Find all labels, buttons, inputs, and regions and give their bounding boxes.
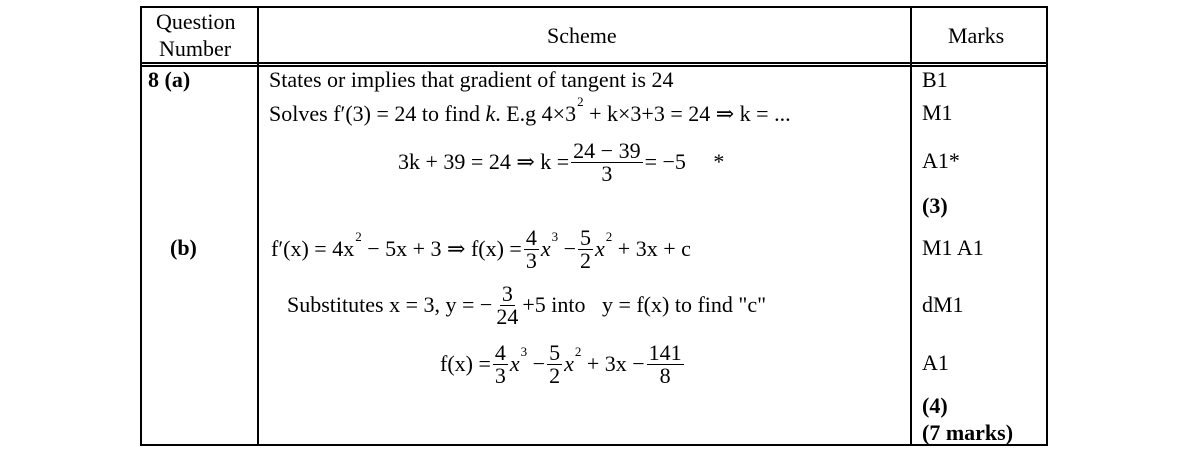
part-b-label: (b) (170, 235, 197, 260)
part-b-line1-frac2 (578, 224, 593, 273)
part-b-line3: f(x) = $\frac{4}{3}$ x 3 − $\frac{5}{2}$ x 2 + 3x − $\frac{141}{8}$ (440, 339, 682, 388)
part-b-line2-sub: x = 3, y = − (389, 292, 493, 317)
part-b-line3-frac3 (647, 339, 684, 388)
part-a-line3-den: 3 (601, 160, 613, 186)
part-b-line1-frac2-den: 2 (580, 247, 592, 273)
part-b-total: (4) (922, 393, 948, 418)
part-b-line3-num: 141 (648, 339, 682, 365)
part-a-mark1: B1 (922, 67, 948, 92)
part-a-line3-fraction (571, 137, 642, 186)
part-b-line3-frac1-den: 3 (494, 362, 506, 388)
part-b-mark3: A1 (922, 350, 949, 375)
part-a-line3-left: 3k + 39 = 24 ⇒ k = (398, 149, 570, 174)
table-border-col3 (910, 6, 912, 446)
part-b-line2-mid: +5 into (522, 292, 586, 317)
part-b-line3-frac1-num: 4 (494, 339, 506, 365)
part-a-line2-mid: to find (421, 101, 480, 126)
part-b-line2-fraction (494, 280, 520, 329)
part-a-line2-math-c: + k×3+3 = 24 ⇒ k = ... (589, 101, 791, 126)
part-b-line1-exp-a: 2 (355, 229, 362, 244)
part-b-line1-tail: + 3x + c (617, 236, 691, 261)
table-border-left (140, 6, 142, 446)
part-a-line2-math-a: f′(3) = 24 (333, 101, 417, 126)
part-b-line1-frac1-den: 3 (525, 247, 537, 273)
part-a-line2-exp: 2 (577, 94, 584, 109)
header-scheme: Scheme (547, 23, 617, 48)
table-header-separator (140, 62, 1047, 64)
part-b-line1-frac2-num: 5 (580, 224, 592, 250)
part-b-line3-left: f(x) = (440, 351, 491, 376)
table-border-col2 (257, 6, 259, 446)
part-b-line3-frac2-num: 5 (549, 339, 561, 365)
part-b-line1-mid: − 5x + 3 ⇒ f(x) = (367, 236, 522, 261)
part-a-line2-k: k (485, 101, 496, 126)
table-border-right (1046, 6, 1048, 446)
part-a-line3-right: = −5 (644, 149, 686, 174)
part-a-mark2: M1 (922, 100, 953, 125)
table-border-bottom (140, 444, 1047, 446)
part-a-line2-math-b: 4×3 (541, 101, 577, 126)
part-b-line1-frac1-num: 4 (525, 224, 537, 250)
part-b-line1-exp3: 3 (551, 229, 559, 244)
part-b-mark1: M1 A1 (922, 235, 984, 260)
part-a-line3 (398, 134, 724, 190)
part-a-line2-text: Solves (269, 101, 328, 126)
part-a-line3-star: * (713, 149, 725, 174)
header-question-line2: Number (159, 36, 232, 61)
part-a-line2-eg: . E.g (495, 101, 537, 126)
grand-total: (7 marks) (922, 420, 1014, 445)
part-a-line2 (269, 94, 791, 128)
part-b-line1-exp2: 2 (605, 229, 613, 244)
part-b-line3-exp2: 2 (574, 344, 582, 359)
part-b-line2-den: 24 (496, 303, 519, 329)
part-b-line2-num: 3 (501, 280, 513, 306)
part-b-line2 (287, 277, 766, 333)
header-marks: Marks (948, 23, 1005, 48)
part-b-line2-prefix: Substitutes (287, 292, 384, 317)
table-border-top (140, 6, 1047, 8)
part-b-line1-left: f′(x) = 4x (271, 236, 355, 261)
part-a-line1: States or implies that gradient of tangent is 24 (269, 67, 674, 92)
part-b-line3-den: 8 (659, 362, 671, 388)
part-a-mark3: A1* (922, 148, 960, 173)
part-a-total: (3) (922, 193, 948, 218)
part-a-line3-num: 24 − 39 (573, 137, 641, 163)
part-b-line1: f′(x) = 4x 2 − 5x + 3 ⇒ f(x) = $\frac{4}{3}$ x 3 − $\frac{5}{2}$ x 2 + 3x + c (271, 224, 691, 273)
part-b-line1-frac1 (524, 224, 539, 273)
part-b-line2-eq: y = f(x) (601, 292, 670, 317)
part-b-line2-end: to find "c" (674, 292, 767, 317)
part-b-line3-frac1 (493, 339, 508, 388)
part-b-line3-mid: + 3x − (586, 351, 645, 376)
part-b-mark2: dM1 (922, 292, 964, 317)
part-b-line3-frac2 (547, 339, 562, 388)
part-b-line3-frac2-den: 2 (549, 362, 561, 388)
part-b-line3-exp3: 3 (520, 344, 528, 359)
header-question-line1: Question (156, 9, 236, 34)
part-a-label: 8 (a) (148, 67, 191, 92)
